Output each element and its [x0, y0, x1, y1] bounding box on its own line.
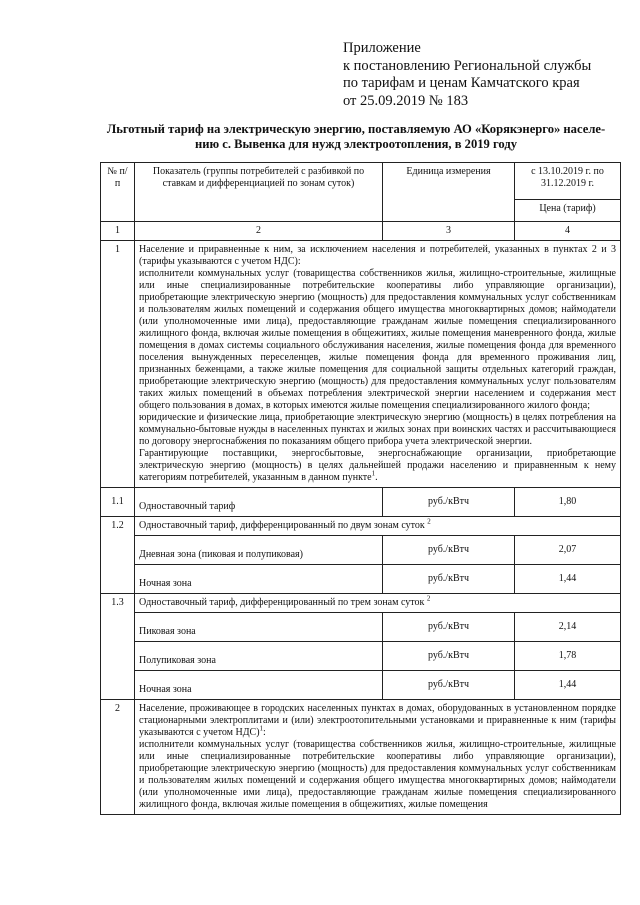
col-number: 2 — [135, 222, 383, 241]
row-num: 1 — [101, 241, 135, 488]
row-value: 1,78 — [515, 642, 621, 671]
table-row — [101, 700, 621, 815]
appendix-block — [343, 40, 633, 110]
row-description — [135, 241, 621, 488]
zone-label: Ночная зона — [135, 671, 383, 700]
row-label — [135, 517, 621, 536]
row-value: 1,44 — [515, 671, 621, 700]
table-row — [101, 594, 621, 613]
zone-label: Полупиковая зона — [135, 642, 383, 671]
row-paragraph — [139, 448, 616, 484]
row-unit: руб./кВтч — [383, 488, 515, 517]
col-number: 1 — [101, 222, 135, 241]
row-num: 1.3 — [101, 594, 135, 700]
appendix-line: к постановлению Региональной службы — [343, 57, 592, 74]
row-paragraph: исполнители коммунальных услуг (товарищества собственников жилья, жилищно-строительные, жилищные или иные специализированные потребительские кооперативы либо управляющие организации), приобретающие электрическую энергию (мощность) для предоставления коммунальных услуг собственникам и пользователям жилых помещений и содержания общего имущества многоквартирных домов; наймодатели (или уполномоченные ими лица), предоставляющие гражданам жилые помещения специализированного жилищного фонда, включая жилые помещения в общежитиях, жилые помещения — [139, 739, 616, 810]
row-value: 2,07 — [515, 536, 621, 565]
table-row — [101, 517, 621, 536]
row-value: 1,80 — [515, 488, 621, 517]
paragraph-end: : — [263, 727, 266, 738]
row-paragraph: исполнители коммунальных услуг (товарищества собственников жилья, жилищно-строительные, жилищные или иные специализированные потребительские кооперативы либо управляющие организации), приобретающие электрическую энергию (мощность) для предоставления коммунальных услуг собственникам и пользователям жилых помещений и содержания общего имущества многоквартирных домов; наймодатели (или уполномоченные ими лица), предоставляющие гражданам жилые помещения специализированного жилищного фонда, включая жилые помещения в общежитиях, жилые помещения маневренного фонда, жилые помещения в домах системы социального обслуживания населения, жилые помещения фонда для временного поселения вынужденных переселенцев, жилые помещения фонда для временного проживания лиц, признанных беженцами, а также жилые помещения для социальной защиты отдельных категорий граждан, приобретающие электрическую энергию (мощность) для предоставления коммунальных услуг пользователям таких жилых помещений в объемах потребления электрической энергии населением и содержания мест общего пользования в домах, в которых имеются жилые помещения специализированного жилого фонда; — [139, 268, 616, 411]
paragraph-end: . — [375, 472, 378, 483]
table-row — [101, 241, 621, 488]
appendix-line: по тарифам и ценам Камчатского края — [343, 75, 580, 91]
row-value: 2,14 — [515, 613, 621, 642]
column-number-row — [101, 222, 621, 241]
row-paragraph: Население и приравненные к ним, за исключением населения и потребителей, указанных в пунктах 2 и 3 (тарифы указываются с учетом НДС): — [139, 244, 616, 267]
table-row — [101, 642, 621, 671]
row-description — [135, 700, 621, 815]
header-unit: Единица измерения — [383, 163, 515, 222]
zone-label: Ночная зона — [135, 565, 383, 594]
table-row — [101, 536, 621, 565]
row-unit: руб./кВтч — [383, 642, 515, 671]
col-number: 4 — [515, 222, 621, 241]
title-line: нию с. Вывенка для нужд электроотопления, в 2019 году — [194, 137, 518, 151]
zone-label: Дневная зона (пиковая и полупиковая) — [135, 536, 383, 565]
row-paragraph: юридические и физические лица, приобретающие электрическую энергию (мощность) в целях потребления на коммунально-бытовые нужды в населенных пунктах и жилых зонах при воинских частях и рассчитывающиеся по договору энергоснабжения по показаниям общего прибора учета электрической энергии. — [139, 412, 616, 447]
paragraph-text: Население, проживающее в городских населенных пунктах в домах, оборудованных в установленном порядке стационарными электроплитами и (или) электроотопительными установками и приравненные к ним (тарифы указываются с учетом НДС) — [139, 703, 616, 738]
footnote-mark: 2 — [427, 517, 431, 526]
header-indicator: Показатель (группы потребителей с разбивкой по ставкам и дифференциацией по зонам суток) — [135, 163, 383, 222]
row-value: 1,44 — [515, 565, 621, 594]
row-label-text: Одноставочный тариф, дифференцированный по двум зонам суток — [139, 520, 425, 531]
table-row — [101, 671, 621, 700]
row-unit: руб./кВтч — [383, 565, 515, 594]
footnote-mark: 1 — [259, 724, 264, 733]
tariff-table — [100, 162, 621, 815]
paragraph-text: Гарантирующие поставщики, энергосбытовые, энергоснабжающие организации, приобретающие электрическую энергию (мощность) в целях дальнейшей продажи населению и приравненным к нему категориям потребителей, указанным в данном пункте — [139, 448, 616, 483]
header-num: № п/п — [101, 163, 135, 222]
col-number: 3 — [383, 222, 515, 241]
row-num: 2 — [101, 700, 135, 815]
row-label: Одноставочный тариф — [135, 488, 383, 517]
footnote-mark: 2 — [426, 594, 431, 603]
appendix-line: от 25.09.2019 № 183 — [343, 92, 469, 109]
row-num: 1.2 — [101, 517, 135, 594]
table-row — [101, 488, 621, 517]
table-row — [101, 613, 621, 642]
title-line: Льготный тариф на электрическую энергию, поставляемую АО «Корякэнерго» населе- — [106, 122, 606, 136]
document-title — [96, 122, 616, 152]
row-label-text: Одноставочный тариф, дифференцированный по трем зонам суток — [139, 597, 425, 608]
row-unit: руб./кВтч — [383, 671, 515, 700]
row-paragraph — [139, 703, 616, 739]
appendix-line: Приложение — [343, 40, 421, 56]
footnote-mark: 1 — [371, 469, 376, 478]
zone-label: Пиковая зона — [135, 613, 383, 642]
header-price: Цена (тариф) — [515, 199, 621, 221]
row-unit: руб./кВтч — [383, 536, 515, 565]
row-num: 1.1 — [101, 488, 135, 517]
table-header-row — [101, 163, 621, 200]
row-unit: руб./кВтч — [383, 613, 515, 642]
table-row — [101, 565, 621, 594]
header-period: с 13.10.2019 г. по 31.12.2019 г. — [515, 163, 621, 200]
row-label — [135, 594, 621, 613]
